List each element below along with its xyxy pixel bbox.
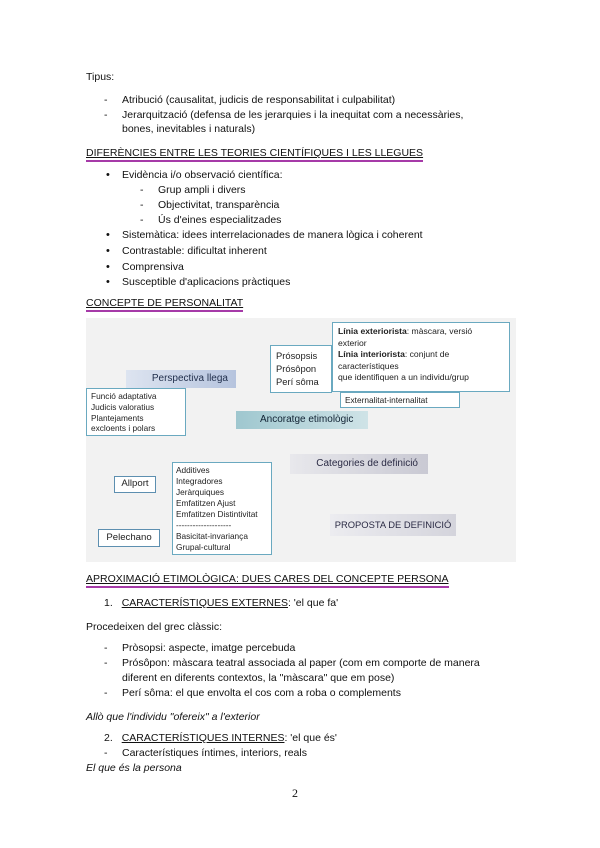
personality-heading-text: CONCEPTE DE PERSONALITAT [86, 297, 244, 309]
perspectiva-label: Perspectiva llega [126, 370, 236, 388]
tipus-label: Tipus: [86, 71, 115, 83]
pelechano-box: Pelechano [98, 529, 160, 547]
lines-box [332, 322, 510, 392]
prosopsis-term: Prósopsis [276, 350, 318, 361]
allport-list-box [172, 462, 272, 555]
interior-title: Línia interiorista [338, 349, 405, 359]
etymology-heading-text: APROXIMACIÓ ETIMOLÒGICA: DUES CARES DEL CONCEPTE PERSONA [86, 573, 449, 585]
sub-item-eines: - Ús d'eines especialitzades [158, 213, 281, 227]
heading-underline [86, 310, 243, 312]
proposta-label: PROPOSTA DE DEFINICIÓ [330, 514, 456, 536]
procedence-text: Procedeixen del grec clàssic: [86, 621, 222, 633]
exterior-text-2: exterior [338, 337, 367, 348]
bullet-comprensiva: • Comprensiva [122, 260, 184, 274]
etymology-item-2 [104, 731, 337, 745]
bullet-contrastable: • Contrastable: dificultat inherent [122, 244, 267, 258]
heading-underline [86, 160, 423, 162]
item-description: : 'el que és' [284, 732, 337, 744]
item-number: 2. [104, 732, 113, 744]
exterior-text: : màscara, versió [406, 326, 473, 336]
bullet-evidencia: • Evidència i/o observació científica: [122, 168, 283, 182]
internal-item: - Característiques íntimes, interiors, reals [122, 746, 307, 760]
interior-text: : conjunt de [404, 349, 450, 359]
item-number: 1. [104, 597, 113, 609]
external-item-peri-soma: - Perí sôma: el que envolta el cos com a roba o complements [122, 686, 401, 700]
external-item-prosopsi: - Pròsopsi: aspecte, imatge percebuda [122, 641, 295, 655]
allport-list-item: Basicitat-invariança [176, 531, 248, 541]
exterior-title: Línia exteriorista [338, 326, 407, 336]
peri-soma-term: Perí sôma [276, 376, 319, 387]
etymology-heading [86, 573, 449, 585]
tipus-item-jerarquitzacio: - Jerarquització (defensa de les jerarquies i la inequitat com a necessàries, [122, 108, 463, 122]
function-item: excloents i polars [91, 423, 156, 434]
allport-list-item: Additives [176, 465, 210, 475]
bullet-sistematica: • Sistemàtica: idees interrelacionades de manera lògica i coherent [122, 228, 423, 242]
function-item: Plantejaments [91, 412, 144, 423]
sub-item-grup: - Grup ampli i divers [158, 183, 246, 197]
tipus-item-jerarquitzacio-cont: bones, inevitables i naturals) [122, 123, 256, 135]
allport-list-item: Integradores [176, 476, 223, 486]
allport-list-item: Emfatitzen Distintivitat [176, 509, 258, 519]
interior-text-3: que identifiquen a un individu/grup [338, 372, 469, 382]
externalitat-box: Externalitat-internalitat [340, 392, 460, 408]
prosopon-term: Prósôpon [276, 363, 317, 374]
allport-list-separator: -------------------- [176, 520, 232, 530]
differences-heading-text: DIFERÈNCIES ENTRE LES TEORIES CIENTÍFIQUES I LES LLEGUES [86, 147, 424, 159]
function-item: Judicis valoratius [91, 401, 155, 412]
functions-box [86, 388, 186, 436]
allport-list-item: Grupal-cultural [176, 542, 231, 552]
internal-note: El que és la persona [86, 762, 182, 774]
allport-box: Allport [114, 476, 156, 493]
personality-heading [86, 297, 243, 309]
allport-list-item: Emfatitzen Ajust [176, 498, 236, 508]
external-item-prosopon: - Prósôpon: màscara teatral associada al paper (com em comporte de manera [122, 656, 480, 670]
page-number: 2 [292, 786, 298, 800]
item-description: : 'el que fa' [287, 597, 339, 609]
sub-item-objectivitat: - Objectivitat, transparència [158, 198, 279, 212]
allport-list-item: Jeràrquiques [176, 487, 224, 497]
heading-underline [86, 586, 449, 588]
categories-label: Categories de definició [290, 454, 428, 474]
item-title: CARACTERÍSTIQUES EXTERNES [121, 597, 288, 609]
prosopsis-box [270, 345, 332, 393]
external-item-prosopon-cont: diferent en diferents contextos, la "màscara" que em pose) [122, 672, 395, 684]
item-title: CARACTERÍSTIQUES INTERNES [121, 732, 285, 744]
differences-heading [86, 147, 423, 159]
external-note: Allò que l'individu "ofereix" a l'exterior [86, 711, 260, 723]
interior-text-2: característiques [338, 360, 399, 371]
function-item: Funció adaptativa [91, 391, 157, 401]
ancoratge-label: Ancoratge etimològic [236, 411, 368, 429]
personality-diagram [86, 318, 516, 562]
etymology-item-1 [104, 596, 338, 610]
tipus-item-atribucio: - Atribució (causalitat, judicis de responsabilitat i culpabilitat) [122, 93, 395, 107]
bullet-susceptible: • Susceptible d'aplicacions pràctiques [122, 275, 290, 289]
